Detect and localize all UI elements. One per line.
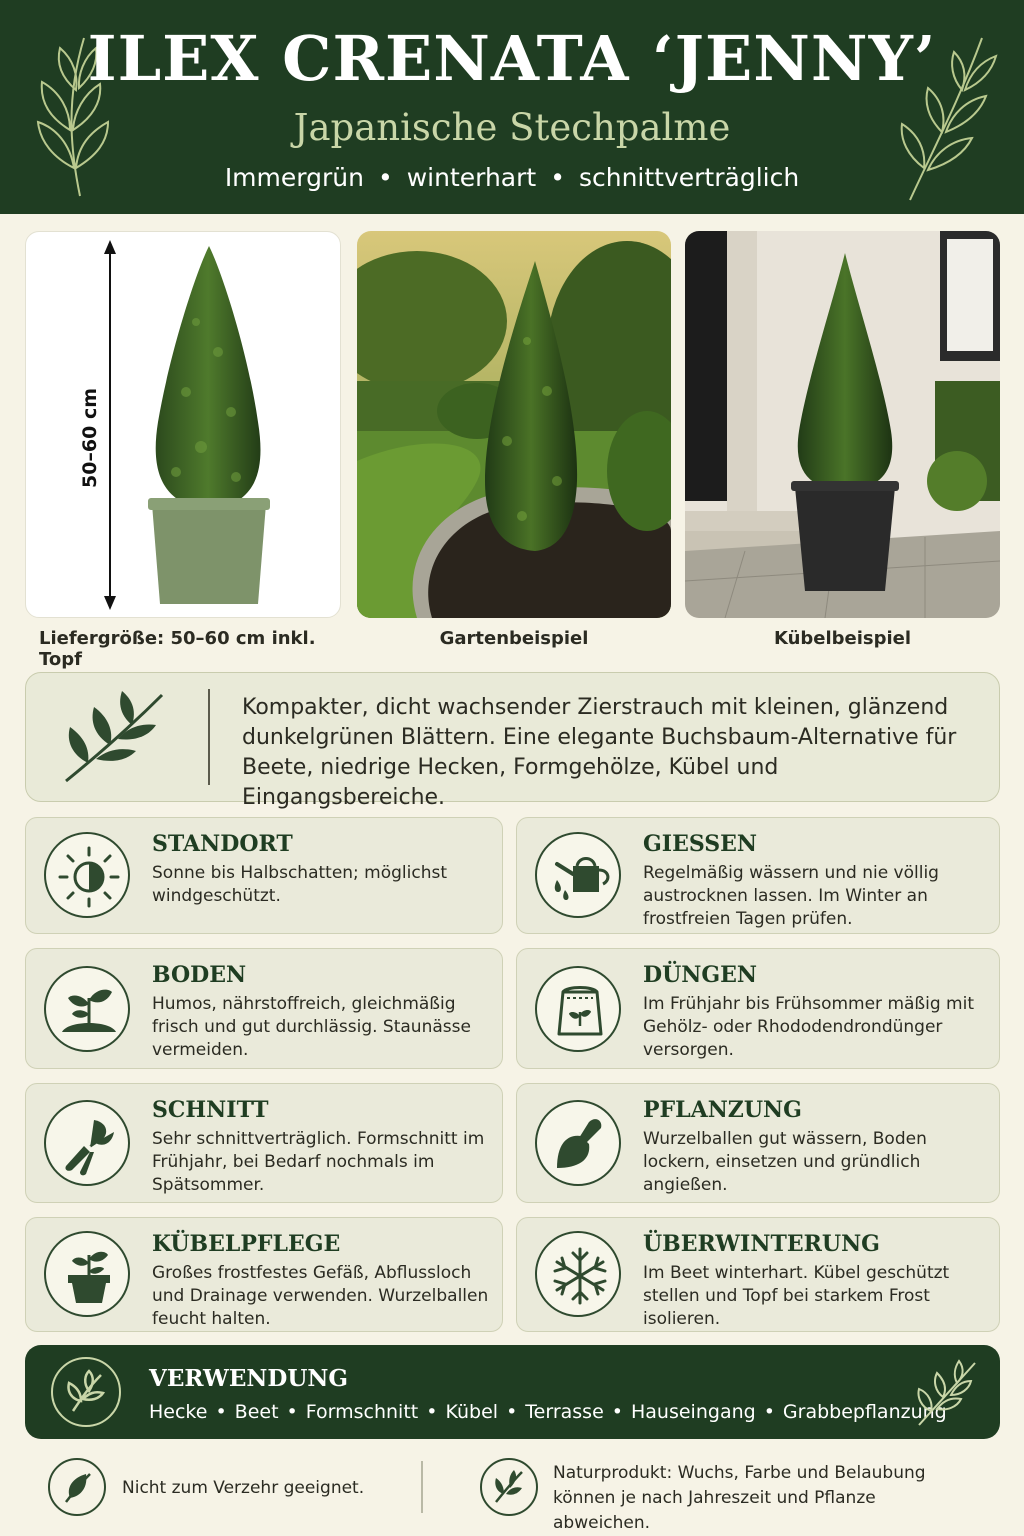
- fertilizer-bag-icon: [535, 966, 621, 1052]
- separator-dot: •: [763, 1401, 775, 1423]
- seedling-soil-icon: [44, 966, 130, 1052]
- tag-hardy: winterhart: [406, 163, 537, 192]
- card-title: DÜNGEN: [643, 962, 758, 988]
- card-boden: [25, 948, 503, 1069]
- usage-item: Hauseingang: [631, 1401, 756, 1423]
- sun-half-shade-icon: [44, 832, 130, 918]
- card-title: KÜBELPFLEGE: [152, 1231, 341, 1257]
- description-text: Kompakter, dicht wachsender Zierstrauch mit kleinen, glänzend dunkelgrünen Blättern. Eine elegante Buchsbaum-Alternative für Beete, niedrige Hecken, Formgehölze, Kübel und Eingangsbereiche.: [242, 695, 957, 810]
- leaf-circle-icon: [480, 1458, 538, 1516]
- size-marker: 50–60 cm: [79, 387, 101, 489]
- usage-item: Beet: [234, 1401, 279, 1423]
- tag-evergreen: Immergrün: [224, 163, 364, 192]
- potted-plant-icon: [44, 1231, 130, 1317]
- card-text: Im Frühjahr bis Frühsommer mäßig mit Gehölz- oder Rhododendrondünger versorgen.: [643, 994, 975, 1060]
- card-giessen: [516, 817, 1000, 934]
- card-title: BODEN: [152, 962, 247, 988]
- leaf-branch-icon: [913, 1355, 983, 1429]
- separator-dot: •: [286, 1401, 298, 1423]
- card-text: Großes frostfestes Gefäß, Abflussloch und Drainage verwenden. Wurzelballen feucht halten.: [152, 1263, 489, 1329]
- separator-dot: •: [550, 163, 565, 192]
- description-box: [25, 672, 1000, 810]
- card-standort: [25, 817, 503, 934]
- separator-dot: •: [215, 1401, 227, 1423]
- usage-item: Hecke: [149, 1401, 208, 1423]
- separator-dot: •: [426, 1401, 438, 1423]
- potted-cone-plant-image: [26, 232, 341, 618]
- container-example-label: Kübelbeispiel: [773, 628, 912, 649]
- product-subtitle: Japanische Stechpalme: [293, 106, 731, 149]
- footer-note-right: Naturprodukt: Wuchs, Farbe und Belaubung können je nach Jahreszeit und Pflanze abweichen.: [553, 1463, 926, 1533]
- usage-banner: [25, 1345, 1000, 1439]
- leaf-sprig-icon: [58, 685, 178, 789]
- leaf-circle-icon: [49, 1355, 123, 1429]
- card-duengen: [516, 948, 1000, 1069]
- usage-list: [149, 1401, 947, 1423]
- house-entrance-scene-image: [685, 231, 1000, 618]
- delivery-size-label: Liefergröße: 50–60 cm inkl. Topf: [39, 628, 316, 670]
- card-title: GIESSEN: [643, 831, 758, 857]
- product-title: ILEX CRENATA ‘JENNY’: [87, 22, 937, 95]
- usage-item: Grabbepflanzung: [782, 1401, 947, 1423]
- garden-example-label: Gartenbeispiel: [439, 628, 589, 649]
- usage-item: Kübel: [445, 1401, 499, 1423]
- card-text: Im Beet winterhart. Kübel geschützt stellen und Topf bei starkem Frost isolieren.: [643, 1263, 950, 1329]
- card-title: SCHNITT: [152, 1097, 269, 1123]
- snowflake-icon: [535, 1231, 621, 1317]
- tagline: [0, 163, 1024, 192]
- pruning-shears-icon: [44, 1100, 130, 1186]
- footer-divider: [421, 1461, 423, 1513]
- card-title: STANDORT: [152, 831, 293, 857]
- usage-item: Terrasse: [525, 1401, 604, 1423]
- card-title: ÜBERWINTERUNG: [643, 1231, 880, 1257]
- card-kuebelpflege: [25, 1217, 503, 1332]
- card-text: Wurzelballen gut wässern, Boden lockern, einsetzen und gründlich angießen.: [643, 1129, 927, 1195]
- header-banner: [0, 0, 1024, 214]
- card-text: Humos, nährstoffreich, gleichmäßig frisch und gut durchlässig. Staunässe vermeiden.: [152, 994, 471, 1060]
- card-schnitt: [25, 1083, 503, 1203]
- card-text: Sehr schnittverträglich. Formschnitt im Frühjahr, bei Bedarf nochmals im Spätsommer.: [152, 1129, 485, 1195]
- trowel-icon: [535, 1100, 621, 1186]
- leaf-circle-icon: [48, 1458, 106, 1516]
- footer-note-left: Nicht zum Verzehr geeignet.: [122, 1478, 365, 1498]
- card-pflanzung: [516, 1083, 1000, 1203]
- garden-example-photo: [357, 231, 671, 618]
- card-ueberwinterung: [516, 1217, 1000, 1332]
- separator-dot: •: [611, 1401, 623, 1423]
- product-photo: [25, 231, 341, 618]
- usage-item: Formschnitt: [305, 1401, 419, 1423]
- usage-title: VERWENDUNG: [149, 1365, 349, 1392]
- card-title: PFLANZUNG: [643, 1097, 802, 1123]
- separator-dot: •: [377, 163, 393, 192]
- description-divider: [208, 689, 210, 785]
- separator-dot: •: [506, 1401, 518, 1423]
- tag-prunable: schnittverträglich: [578, 163, 800, 192]
- garden-scene-image: [357, 231, 671, 618]
- card-text: Sonne bis Halbschatten; möglichst windgeschützt.: [152, 863, 448, 906]
- card-text: Regelmäßig wässern und nie völlig austrocknen lassen. Im Winter an frostfreien Tagen prüfen.: [643, 863, 939, 929]
- watering-can-icon: [535, 832, 621, 918]
- container-example-photo: [685, 231, 1000, 618]
